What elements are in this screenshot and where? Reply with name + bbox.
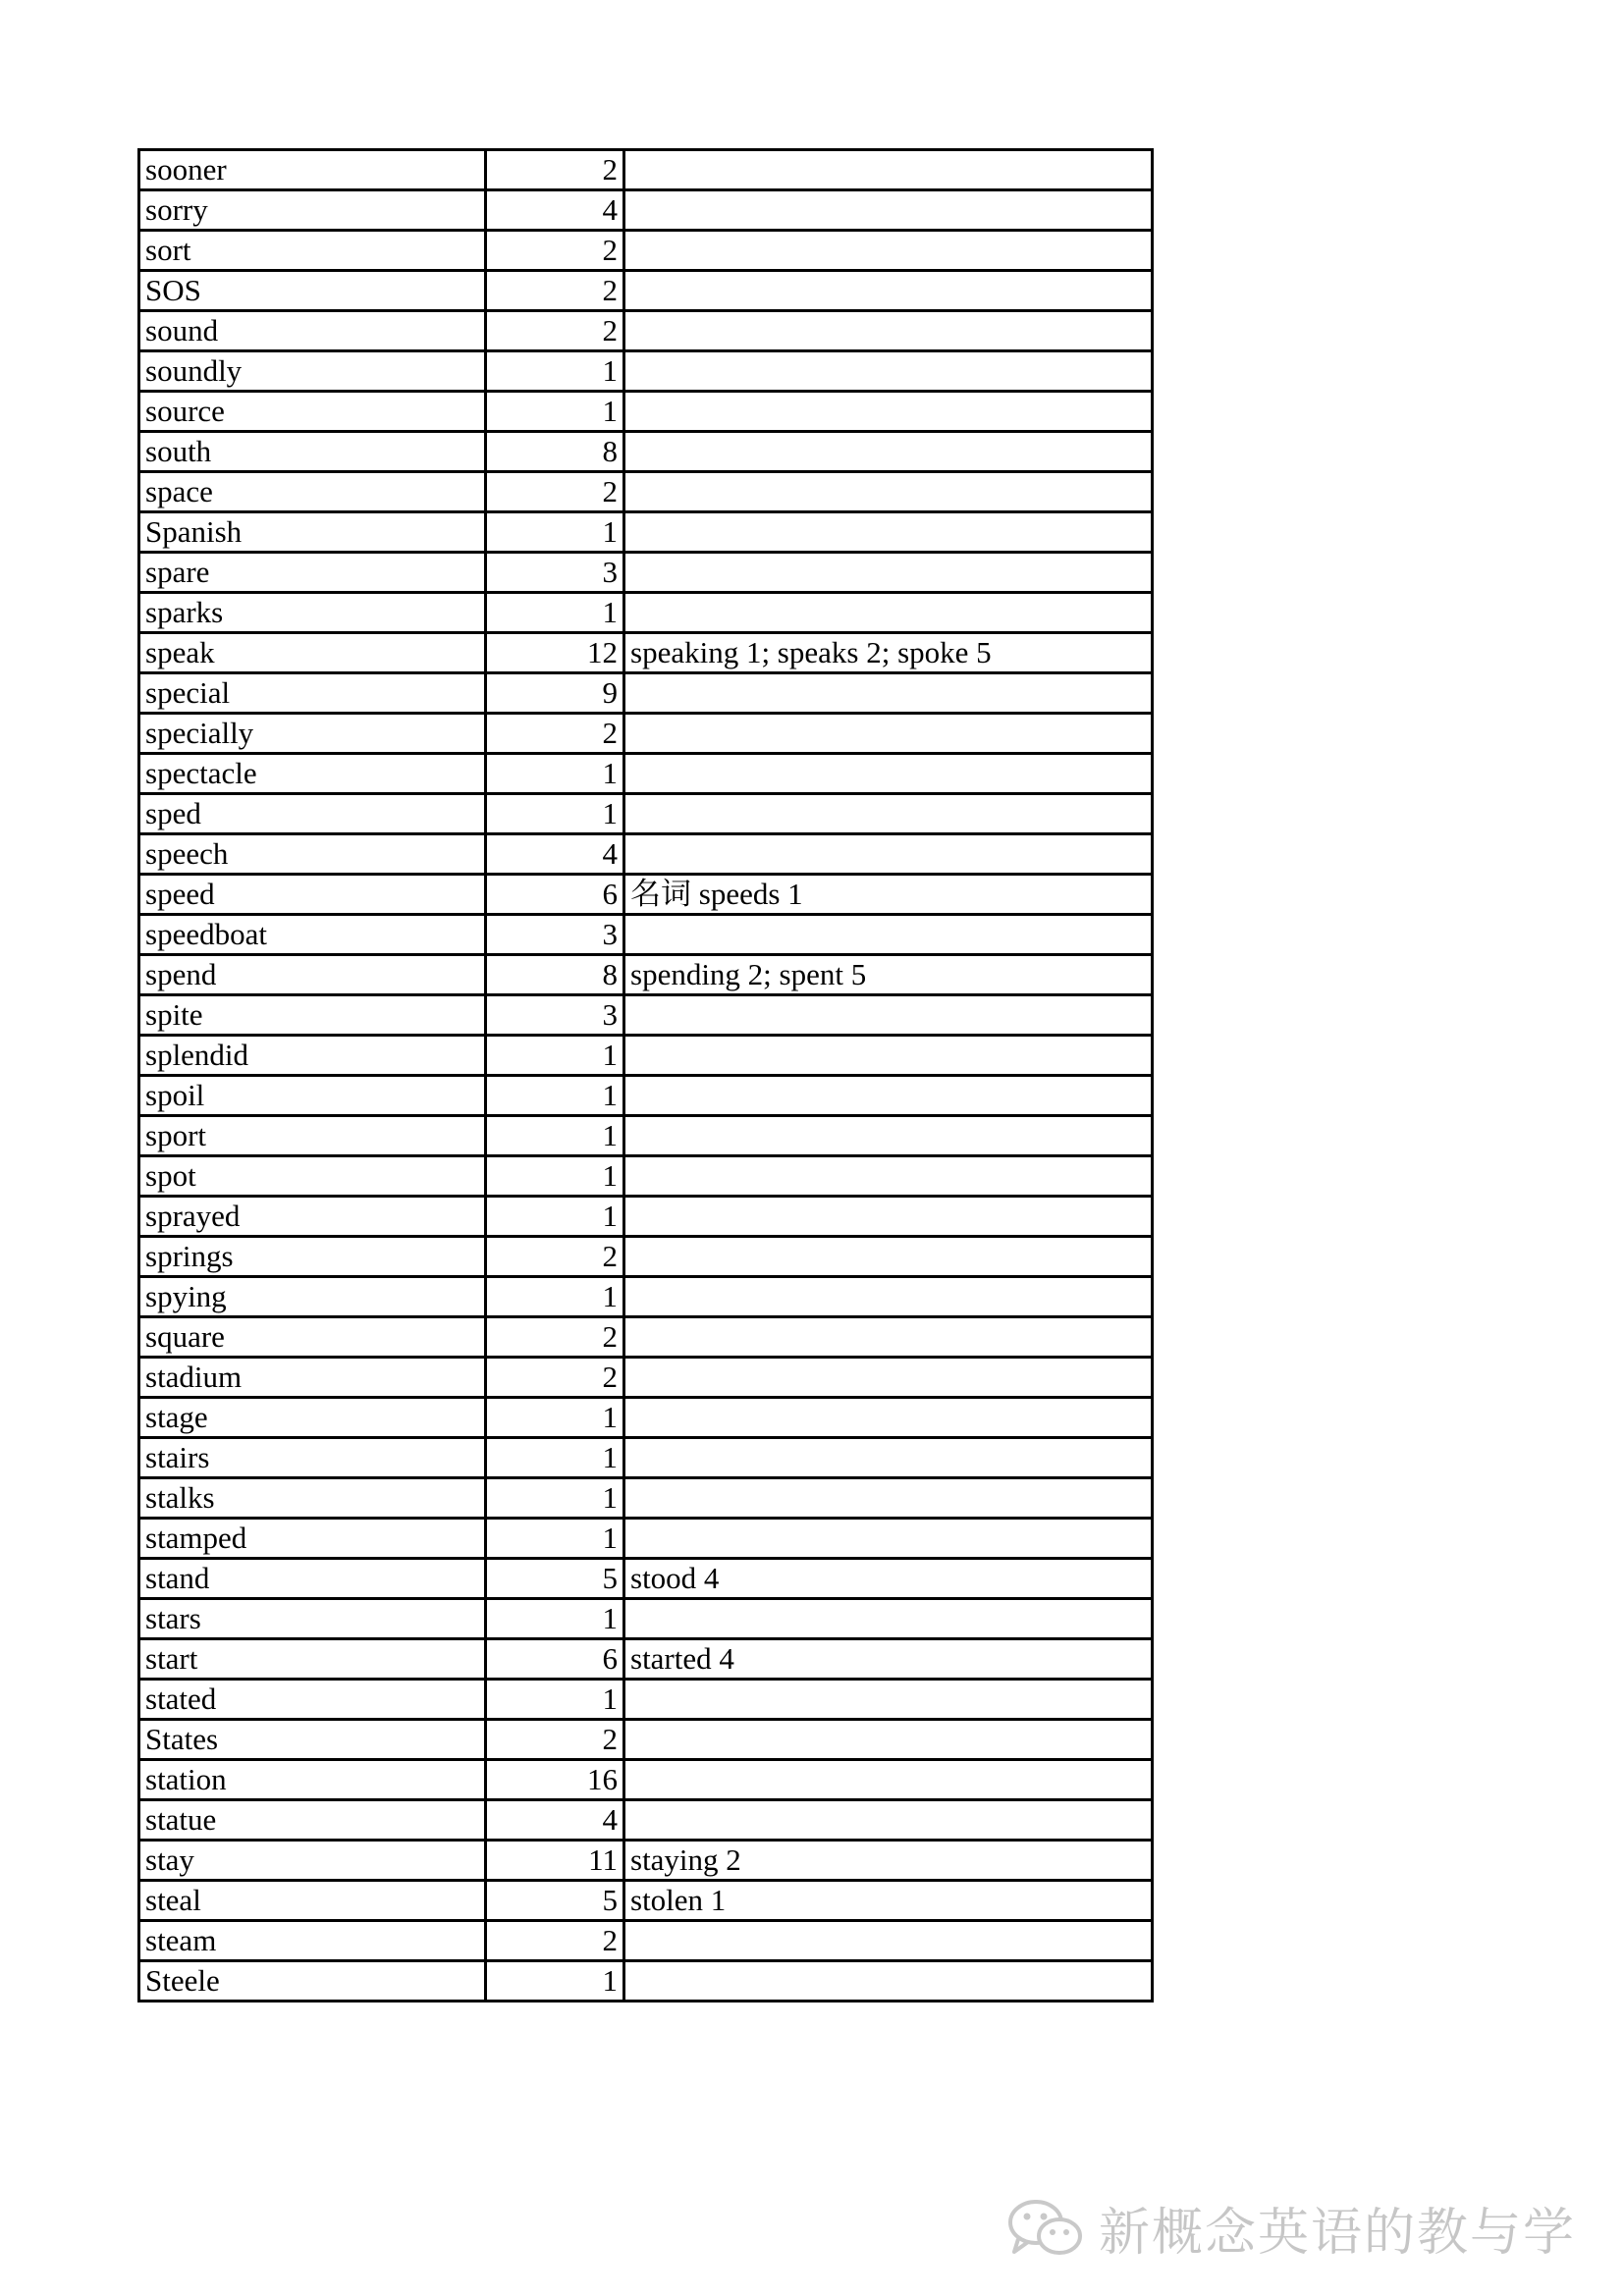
table-row [139, 231, 1153, 271]
table-row [139, 392, 1153, 432]
word-cell: sped [139, 794, 486, 834]
forms-cell [624, 1800, 1153, 1841]
word-cell: speak [139, 633, 486, 673]
forms-cell: stood 4 [624, 1559, 1153, 1599]
word-cell: space [139, 472, 486, 512]
forms-cell [624, 1036, 1153, 1076]
word-cell: stage [139, 1398, 486, 1438]
forms-cell [624, 432, 1153, 472]
table-row [139, 633, 1153, 673]
forms-cell [624, 1197, 1153, 1237]
count-cell: 3 [486, 915, 624, 955]
forms-cell [624, 673, 1153, 714]
table-row [139, 1961, 1153, 2002]
count-cell: 16 [486, 1760, 624, 1800]
count-cell: 2 [486, 1317, 624, 1358]
word-cell: sport [139, 1116, 486, 1156]
word-cell: sprayed [139, 1197, 486, 1237]
count-cell: 8 [486, 955, 624, 995]
count-cell: 8 [486, 432, 624, 472]
word-cell: sort [139, 231, 486, 271]
table-row [139, 1841, 1153, 1881]
table-row [139, 1398, 1153, 1438]
table-row [139, 955, 1153, 995]
forms-cell [624, 593, 1153, 633]
forms-cell [624, 1358, 1153, 1398]
count-cell: 3 [486, 995, 624, 1036]
count-cell: 1 [486, 1680, 624, 1720]
word-cell: speedboat [139, 915, 486, 955]
table-row [139, 995, 1153, 1036]
forms-cell [624, 714, 1153, 754]
word-cell: spectacle [139, 754, 486, 794]
forms-cell [624, 1961, 1153, 2002]
forms-cell [624, 1156, 1153, 1197]
table-row [139, 1800, 1153, 1841]
word-cell: spot [139, 1156, 486, 1197]
word-cell: statue [139, 1800, 486, 1841]
forms-cell [624, 1599, 1153, 1639]
table-row [139, 150, 1153, 190]
table-row [139, 1478, 1153, 1519]
forms-cell [624, 1760, 1153, 1800]
count-cell: 1 [486, 593, 624, 633]
table-row [139, 714, 1153, 754]
count-cell: 4 [486, 834, 624, 875]
forms-cell [624, 553, 1153, 593]
count-cell: 1 [486, 392, 624, 432]
watermark-text: 新概念英语的教与学 [1099, 2204, 1577, 2263]
count-cell: 2 [486, 150, 624, 190]
table-row [139, 190, 1153, 231]
forms-cell [624, 1277, 1153, 1317]
word-cell: spite [139, 995, 486, 1036]
table-row [139, 351, 1153, 392]
table-row [139, 1277, 1153, 1317]
table-row [139, 915, 1153, 955]
forms-cell [624, 915, 1153, 955]
word-cell: speech [139, 834, 486, 875]
table-row [139, 875, 1153, 915]
word-cell: source [139, 392, 486, 432]
forms-cell: 名词 speeds 1 [624, 875, 1153, 915]
table-row [139, 834, 1153, 875]
count-cell: 1 [486, 351, 624, 392]
forms-cell [624, 1317, 1153, 1358]
word-cell: specially [139, 714, 486, 754]
table-row [139, 593, 1153, 633]
forms-cell [624, 271, 1153, 311]
forms-cell [624, 995, 1153, 1036]
count-cell: 5 [486, 1559, 624, 1599]
forms-cell [624, 512, 1153, 553]
forms-cell [624, 1921, 1153, 1961]
forms-cell [624, 834, 1153, 875]
count-cell: 1 [486, 1076, 624, 1116]
forms-cell: speaking 1; speaks 2; spoke 5 [624, 633, 1153, 673]
watermark [1006, 2191, 1576, 2265]
word-cell: sparks [139, 593, 486, 633]
word-cell: spying [139, 1277, 486, 1317]
count-cell: 4 [486, 190, 624, 231]
table-row [139, 1639, 1153, 1680]
count-cell: 1 [486, 1277, 624, 1317]
count-cell: 2 [486, 271, 624, 311]
table-row [139, 1076, 1153, 1116]
word-cell: Steele [139, 1961, 486, 2002]
table-row [139, 1760, 1153, 1800]
word-cell: steam [139, 1921, 486, 1961]
table-row [139, 271, 1153, 311]
word-cell: springs [139, 1237, 486, 1277]
table-row [139, 1116, 1153, 1156]
table-row [139, 1317, 1153, 1358]
word-cell: spare [139, 553, 486, 593]
count-cell: 6 [486, 875, 624, 915]
wechat-icon [1006, 2197, 1085, 2260]
count-cell: 1 [486, 1961, 624, 2002]
count-cell: 2 [486, 472, 624, 512]
count-cell: 2 [486, 1358, 624, 1398]
forms-cell: staying 2 [624, 1841, 1153, 1881]
count-cell: 6 [486, 1639, 624, 1680]
table-row [139, 1599, 1153, 1639]
word-cell: stairs [139, 1438, 486, 1478]
count-cell: 4 [486, 1800, 624, 1841]
word-frequency-table [137, 148, 1154, 2002]
forms-cell [624, 1116, 1153, 1156]
word-cell: stay [139, 1841, 486, 1881]
count-cell: 1 [486, 1438, 624, 1478]
word-cell: States [139, 1720, 486, 1760]
table-body [139, 150, 1153, 2002]
forms-cell [624, 311, 1153, 351]
count-cell: 1 [486, 1036, 624, 1076]
word-cell: stadium [139, 1358, 486, 1398]
word-cell: stated [139, 1680, 486, 1720]
count-cell: 1 [486, 1197, 624, 1237]
forms-cell [624, 1720, 1153, 1760]
forms-cell [624, 1237, 1153, 1277]
word-cell: special [139, 673, 486, 714]
table-row [139, 512, 1153, 553]
count-cell: 1 [486, 1116, 624, 1156]
forms-cell: spending 2; spent 5 [624, 955, 1153, 995]
word-cell: stalks [139, 1478, 486, 1519]
forms-cell: stolen 1 [624, 1881, 1153, 1921]
forms-cell [624, 1478, 1153, 1519]
count-cell: 1 [486, 512, 624, 553]
word-cell: stars [139, 1599, 486, 1639]
word-cell: stand [139, 1559, 486, 1599]
table-row [139, 472, 1153, 512]
table-row [139, 1358, 1153, 1398]
forms-cell [624, 472, 1153, 512]
table-row [139, 1197, 1153, 1237]
forms-cell [624, 1519, 1153, 1559]
table-row [139, 754, 1153, 794]
table-row [139, 1237, 1153, 1277]
word-cell: station [139, 1760, 486, 1800]
count-cell: 9 [486, 673, 624, 714]
table-row [139, 794, 1153, 834]
table-row [139, 1438, 1153, 1478]
forms-cell [624, 392, 1153, 432]
count-cell: 2 [486, 1921, 624, 1961]
word-cell: splendid [139, 1036, 486, 1076]
forms-cell: started 4 [624, 1639, 1153, 1680]
count-cell: 5 [486, 1881, 624, 1921]
table-row [139, 432, 1153, 472]
table-row [139, 673, 1153, 714]
count-cell: 1 [486, 794, 624, 834]
forms-cell [624, 231, 1153, 271]
forms-cell [624, 1076, 1153, 1116]
forms-cell [624, 1398, 1153, 1438]
word-cell: spoil [139, 1076, 486, 1116]
count-cell: 3 [486, 553, 624, 593]
count-cell: 1 [486, 754, 624, 794]
table-row [139, 553, 1153, 593]
forms-cell [624, 1438, 1153, 1478]
count-cell: 1 [486, 1478, 624, 1519]
word-cell: sound [139, 311, 486, 351]
word-cell: SOS [139, 271, 486, 311]
table-row [139, 1519, 1153, 1559]
table-row [139, 1720, 1153, 1760]
count-cell: 2 [486, 231, 624, 271]
forms-cell [624, 150, 1153, 190]
word-cell: south [139, 432, 486, 472]
table-row [139, 1156, 1153, 1197]
word-cell: square [139, 1317, 486, 1358]
table-row [139, 1921, 1153, 1961]
word-cell: spend [139, 955, 486, 995]
word-cell: sooner [139, 150, 486, 190]
word-cell: Spanish [139, 512, 486, 553]
count-cell: 1 [486, 1398, 624, 1438]
count-cell: 2 [486, 1720, 624, 1760]
count-cell: 2 [486, 714, 624, 754]
table-row [139, 1036, 1153, 1076]
count-cell: 1 [486, 1519, 624, 1559]
word-cell: start [139, 1639, 486, 1680]
count-cell: 2 [486, 1237, 624, 1277]
forms-cell [624, 351, 1153, 392]
word-cell: soundly [139, 351, 486, 392]
count-cell: 1 [486, 1599, 624, 1639]
word-cell: speed [139, 875, 486, 915]
word-cell: sorry [139, 190, 486, 231]
table-row [139, 1881, 1153, 1921]
forms-cell [624, 1680, 1153, 1720]
table-row [139, 311, 1153, 351]
count-cell: 2 [486, 311, 624, 351]
table-row [139, 1680, 1153, 1720]
word-cell: steal [139, 1881, 486, 1921]
forms-cell [624, 190, 1153, 231]
forms-cell [624, 754, 1153, 794]
count-cell: 11 [486, 1841, 624, 1881]
table-row [139, 1559, 1153, 1599]
word-cell: stamped [139, 1519, 486, 1559]
count-cell: 1 [486, 1156, 624, 1197]
count-cell: 12 [486, 633, 624, 673]
forms-cell [624, 794, 1153, 834]
word-frequency-sheet [137, 148, 1154, 2002]
